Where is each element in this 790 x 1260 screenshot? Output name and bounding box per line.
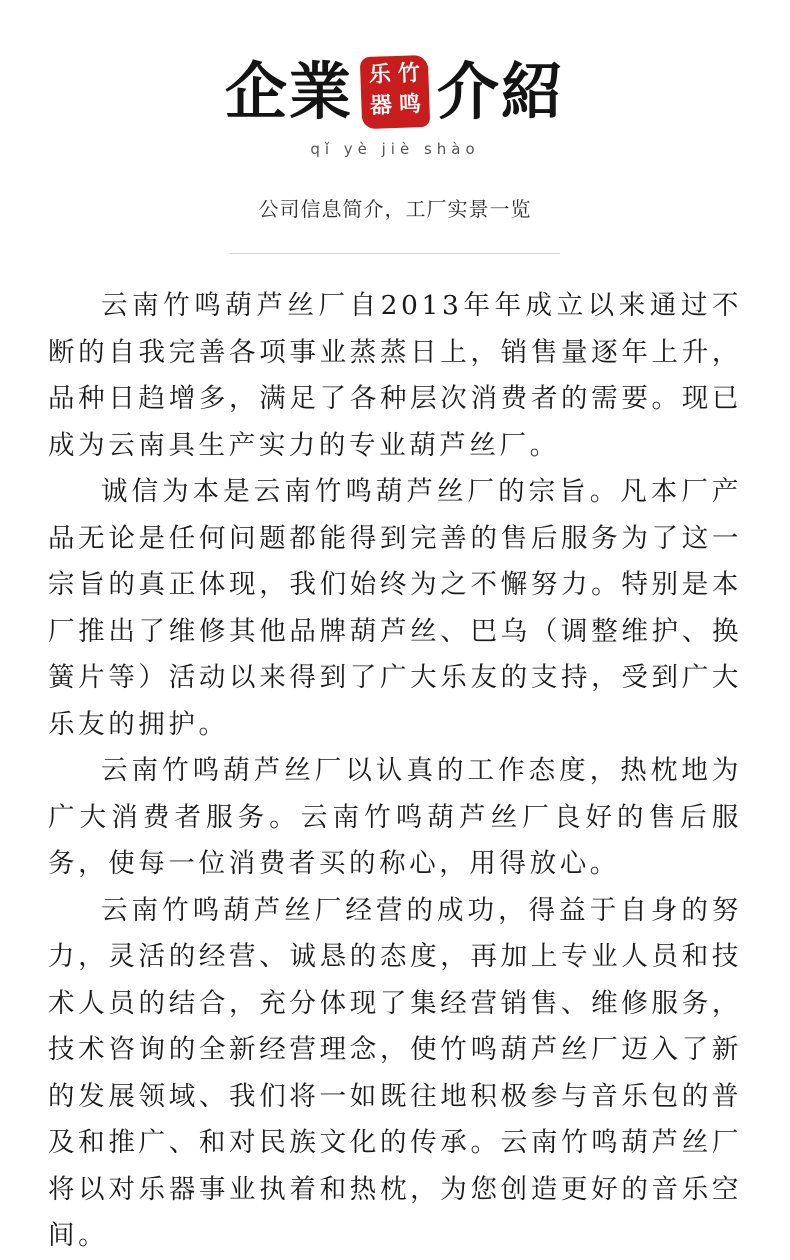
- seal-logo: [360, 55, 430, 129]
- seal-char: 乐: [368, 62, 392, 88]
- paragraph-3: 云南竹鸣葫芦丝厂以认真的工作态度，热枕地为广大消费者服务。云南竹鸣葫芦丝厂良好的售后服务，使每一位消费者买的称心，用得放心。: [48, 755, 742, 879]
- subtitle: 公司信息简介，工厂实景一览: [258, 197, 532, 221]
- section-header: [0, 0, 790, 260]
- seal-char: 竹: [397, 61, 421, 87]
- title-pinyin: qǐ yè jiè shào: [310, 140, 480, 158]
- company-introduction: [48, 283, 742, 1260]
- paragraph-4: 云南竹鸣葫芦丝厂经营的成功，得益于自身的努力，灵活的经营、诚恳的态度，再加上专业人员和技术人员的结合，充分体现了集经营销售、维修服务，技术咨询的全新经营理念，使竹鸣葫芦丝厂迈入了新的发展领域、我们将一如既往地积极参与音乐包的普及和推广、和对民族文化的传承。云南竹鸣葫芦丝厂将以对乐器事业执着和热枕，为您创造更好的音乐空间。: [48, 894, 742, 1251]
- paragraph-1: 云南竹鸣葫芦丝厂自2013年年成立以来通过不断的自我完善各项事业蒸蒸日上，销售量逐年上升，品种日趋增多，满足了各种层次消费者的需要。现已成为云南具生产实力的专业葫芦丝厂。: [48, 290, 742, 461]
- page-title: [0, 52, 790, 132]
- title-left: 企業: [224, 55, 353, 128]
- divider: [230, 253, 560, 254]
- seal-char: 器: [369, 93, 393, 119]
- title-right: 介紹: [437, 55, 566, 128]
- paragraph-2: 诚信为本是云南竹鸣葫芦丝厂的宗旨。凡本厂产品无论是任何问题都能得到完善的售后服务为了这一宗旨的真正体现，我们始终为之不懈努力。特别是本厂推出了维修其他品牌葫芦丝、巴乌（调整维护、换簧片等）活动以来得到了广大乐友的支持，受到广大乐友的拥护。: [48, 476, 742, 740]
- seal-char: 鸣: [398, 92, 422, 118]
